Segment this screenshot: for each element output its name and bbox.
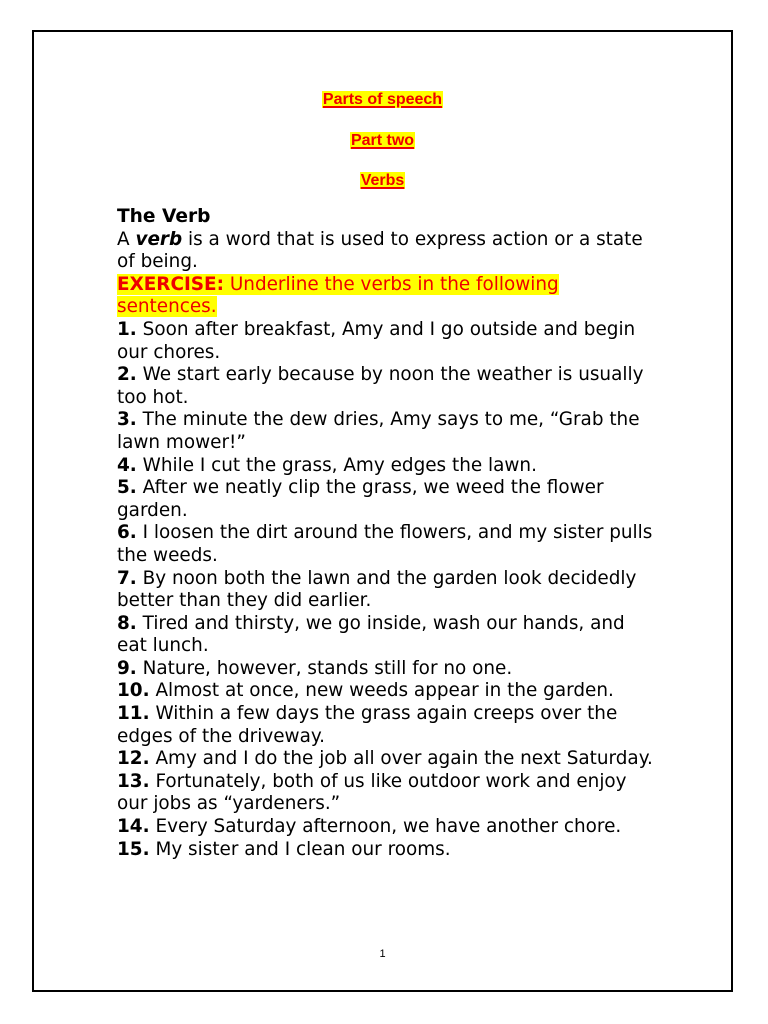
exercise-label: EXERCISE: bbox=[117, 273, 224, 295]
document-title bbox=[34, 90, 731, 110]
exercise-item-number: 11. bbox=[117, 703, 150, 725]
exercise-item-number: 7. bbox=[117, 567, 137, 589]
exercise-item-text: We start early because by noon the weather is usually too hot. bbox=[117, 364, 644, 408]
exercise-item-number: 8. bbox=[117, 612, 137, 634]
exercise-item bbox=[117, 319, 657, 364]
document-body bbox=[117, 206, 657, 861]
document-topic bbox=[34, 171, 731, 191]
exercise-item bbox=[117, 613, 657, 658]
exercise-item-number: 12. bbox=[117, 748, 150, 770]
exercise-item bbox=[117, 771, 657, 816]
exercise-item-text: The minute the dew dries, Amy says to me, “Grab the lawn mower!” bbox=[117, 409, 640, 453]
exercise-item-number: 5. bbox=[117, 477, 137, 499]
exercise-item bbox=[117, 364, 657, 409]
exercise-item-text: Every Saturday afternoon, we have another chore. bbox=[155, 816, 622, 838]
exercise-item-number: 2. bbox=[117, 364, 137, 386]
document-topic-text: Verbs bbox=[360, 172, 405, 189]
document-part-text: Part two bbox=[350, 132, 415, 149]
exercise-item-text: Fortunately, both of us like outdoor work and enjoy our jobs as “yardeners.” bbox=[117, 770, 627, 815]
exercise-item-text: Nature, however, stands still for no one. bbox=[142, 657, 513, 679]
exercise-text: Underline the verbs in the following sentences. bbox=[117, 273, 559, 318]
exercise-item-text: By noon both the lawn and the garden look decidedly better than they did earlier. bbox=[117, 567, 637, 612]
exercise-item-text: My sister and I clean our rooms. bbox=[155, 838, 451, 860]
exercise-item bbox=[117, 522, 657, 567]
section-title: The Verb bbox=[117, 206, 211, 227]
exercise-item bbox=[117, 816, 657, 839]
exercise-list bbox=[117, 319, 657, 861]
document-part bbox=[34, 131, 731, 151]
exercise-item-text: Amy and I do the job all over again the next Saturday. bbox=[155, 748, 653, 770]
exercise-item-number: 1. bbox=[117, 318, 137, 340]
exercise-item-number: 3. bbox=[117, 409, 137, 431]
document-page bbox=[32, 30, 733, 992]
exercise-item bbox=[117, 477, 657, 522]
exercise-item-number: 13. bbox=[117, 770, 150, 792]
exercise-item-number: 6. bbox=[117, 522, 137, 544]
exercise-item-text: Almost at once, new weeds appear in the garden. bbox=[155, 680, 614, 702]
exercise-item bbox=[117, 748, 657, 771]
exercise-item-text: I loosen the dirt around the flowers, and my sister pulls the weeds. bbox=[117, 522, 653, 566]
exercise-item bbox=[117, 658, 657, 681]
exercise-item bbox=[117, 680, 657, 703]
exercise-item-number: 15. bbox=[117, 838, 150, 860]
exercise-item-text: While I cut the grass, Amy edges the lawn. bbox=[142, 454, 537, 476]
exercise-item bbox=[117, 568, 657, 613]
definition-term: verb bbox=[135, 228, 183, 250]
document-title-text: Parts of speech bbox=[322, 91, 443, 108]
definition-prefix: A bbox=[117, 228, 130, 250]
definition-paragraph bbox=[117, 229, 657, 274]
exercise-item-number: 9. bbox=[117, 657, 137, 679]
exercise-item bbox=[117, 703, 657, 748]
exercise-item-number: 4. bbox=[117, 454, 137, 476]
exercise-item bbox=[117, 409, 657, 454]
exercise-item-text: Soon after breakfast, Amy and I go outside and begin our chores. bbox=[117, 318, 636, 363]
exercise-item bbox=[117, 455, 657, 478]
definition-rest: is a word that is used to express action or a state of being. bbox=[117, 228, 643, 273]
page-number: 1 bbox=[379, 948, 386, 960]
exercise-item-number: 10. bbox=[117, 680, 150, 702]
exercise-item bbox=[117, 839, 657, 862]
exercise-instruction bbox=[117, 274, 657, 319]
exercise-item-text: Tired and thirsty, we go inside, wash our hands, and eat lunch. bbox=[117, 612, 625, 657]
exercise-item-text: Within a few days the grass again creeps over the edges of the driveway. bbox=[117, 703, 618, 747]
exercise-item-number: 14. bbox=[117, 816, 150, 838]
exercise-item-text: After we neatly clip the grass, we weed the flower garden. bbox=[117, 477, 604, 521]
